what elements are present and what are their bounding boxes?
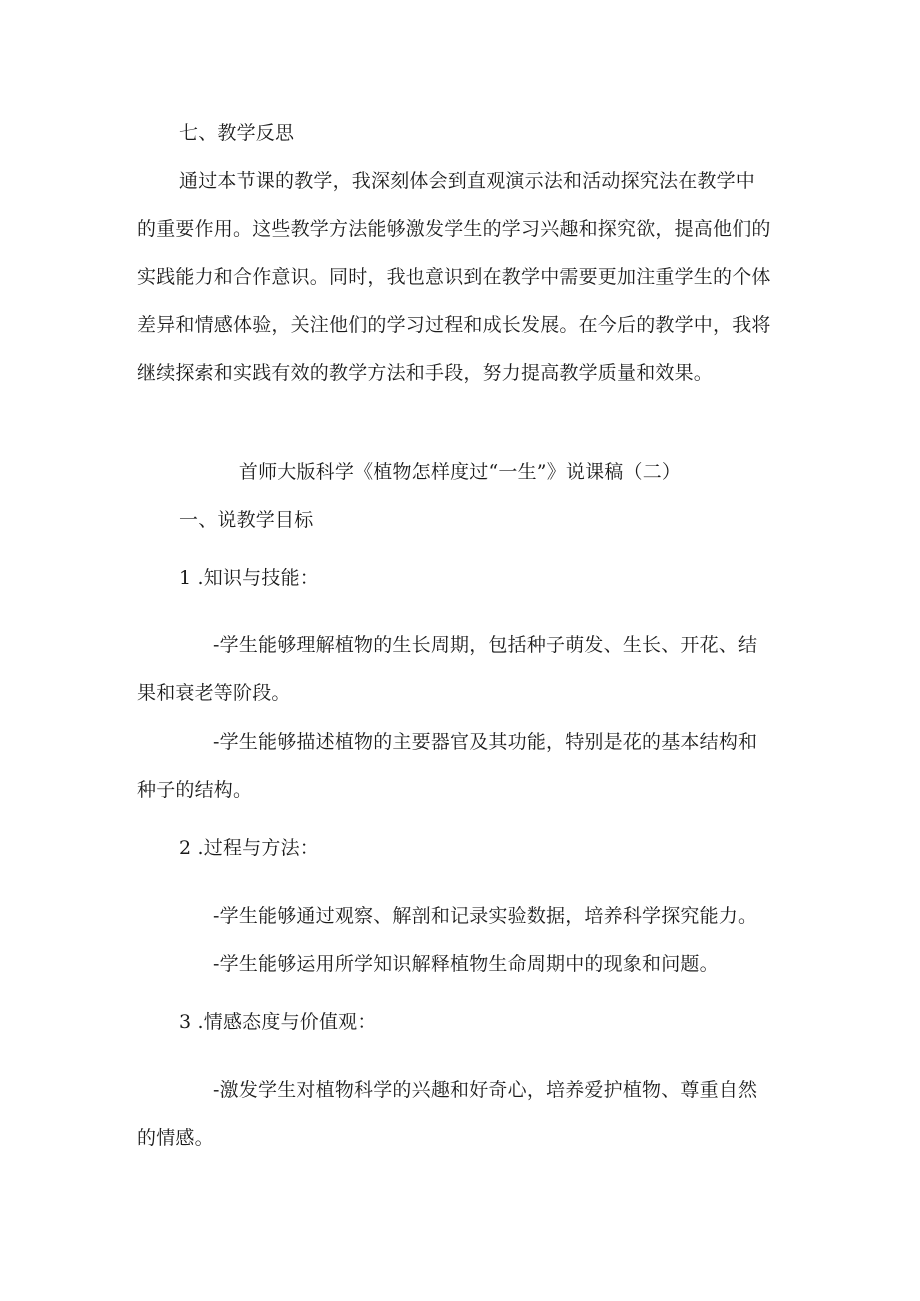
paragraph-line: 差异和情感体验，关注他们的学习过程和成长发展。在今后的教学中，我将 [137,314,771,336]
list-item-continuation: 果和衰老等阶段。 [137,682,291,704]
list-item-continuation: 的情感。 [137,1127,214,1149]
list-item: -学生能够通过观察、解剖和记录实验数据，培养科学探究能力。 [213,905,758,927]
subsection-heading: 1 .知识与技能： [179,567,319,589]
list-item: -学生能够运用所学知识解释植物生命周期中的现象和问题。 [213,953,719,975]
subsection-heading: 3 .情感态度与价值观： [179,1011,377,1033]
list-item: -激发学生对植物科学的兴趣和好奇心，培养爱护植物、尊重自然 [213,1079,758,1101]
paragraph-line: 实践能力和合作意识。同时，我也意识到在教学中需要更加注重学生的个体 [137,266,771,288]
list-item: -学生能够理解植物的生长周期，包括种子萌发、生长、开花、结 [213,634,758,656]
subsection-heading: 2 .过程与方法： [179,837,319,859]
list-item-continuation: 种子的结构。 [137,779,253,801]
paragraph-line: 的重要作用。这些教学方法能够激发学生的学习兴趣和探究欲，提高他们的 [137,218,771,240]
paragraph-line: 通过本节课的教学，我深刻体会到直观演示法和活动探究法在教学中 [179,170,756,192]
paragraph-line: 继续探索和实践有效的教学方法和手段，努力提高教学质量和效果。 [137,362,714,384]
document-title: 首师大版科学《植物怎样度过“一生”》说课稿（二） [238,461,682,483]
section-heading: 一、说教学目标 [179,509,314,531]
section-heading: 七、教学反思 [179,122,295,144]
list-item: -学生能够描述植物的主要器官及其功能，特别是花的基本结构和 [213,731,758,753]
